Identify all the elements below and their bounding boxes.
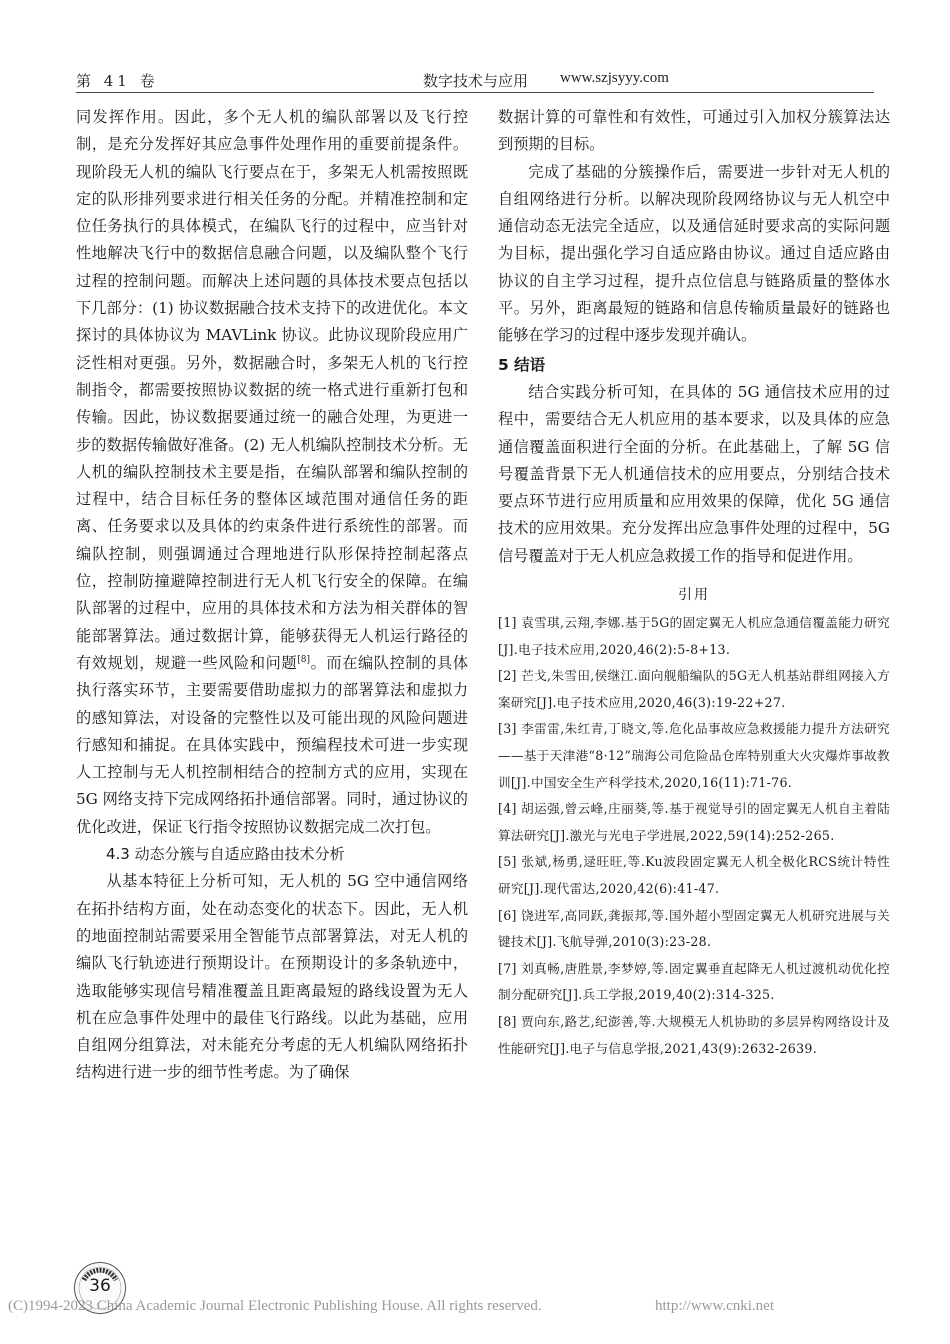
reference-item: [6] 饶进军,高同跃,龚振邦,等.国外超小型固定翼无人机研究进展与关键技术[J].飞航导弹,2010(3):23-28.: [498, 907, 890, 950]
reference-item: [3] 李雷雷,朱红青,丁晓文,等.危化品事故应急救援能力提升方法研究——基于天津港“8·12”瑞海公司危险品仓库特别重大火灾爆炸事故教训[J].中国安全生产科学技术,2020,16(11):71-76.: [498, 721, 890, 790]
right-paragraph-0: 数据计算的可靠性和有效性，可通过引入加权分簇算法达到预期的目标。: [498, 108, 890, 154]
right-column: [498, 104, 890, 1062]
reference-item: [7] 刘真畅,唐胜景,李梦婷,等.固定翼垂直起降无人机过渡机动优化控制分配研究[J].兵工学报,2019,40(2):314-325.: [498, 960, 890, 1003]
header-rule: [76, 92, 874, 93]
conclusion-paragraph: 结合实践分析可知，在具体的 5G 通信技术应用的过程中，需要结合无人机应用的基本要求，以及具体的应急通信覆盖面积进行全面的分析。在此基础上，了解 5G 信号覆盖背景下无人机通信技术的应用要点，分别结合技术要点环节进行应用质量和应用效果的保障，优化 5G 通信技术的应用效果。充分发挥出应急事件处理的过程中，5G 信号覆盖对于无人机应急救援工作的指导和促进作用。: [498, 382, 890, 565]
cnki-link[interactable]: http://www.cnki.net: [655, 1298, 775, 1314]
left-paragraph-2: 从基本特征上分析可知，无人机的 5G 空中通信网络在拓扑结构方面，处在动态变化的状态下。因此，无人机的地面控制站需要采用全智能节点部署算法，对无人机的编队飞行轨迹进行预期设计。在预期设计的多条轨迹中，选取能够实现信号精准覆盖且距离最短的路线设置为无人机在应急事件处理中的最佳飞行路线。以此为基础，应用自组网分组算法，对未能充分考虑的无人机编队网络拓扑结构进行进一步的细节性考虑。为了确保: [76, 872, 468, 1082]
citation-8[interactable]: [8]: [297, 654, 310, 665]
section-heading-5: 5 结语: [498, 355, 546, 374]
page-number: 36: [89, 1276, 111, 1296]
reference-item: [2] 芒戈,朱雪田,侯继江.面向舰船编队的5G无人机基站群组网接入方案研究[J].电子技术应用,2020,46(3):19-22+27.: [498, 668, 890, 710]
reference-item: [5] 张斌,杨勇,逯旺旺,等.Ku波段固定翼无人机全极化RCS统计特性研究[J].现代雷达,2020,42(6):41-47.: [498, 854, 890, 896]
right-paragraph-1: 完成了基础的分簇操作后，需要进一步针对无人机的自组网络进行分析。以解决现阶段网络协议与无人机空中通信动态无法完全适应，以及通信延时要求高的实际问题为目标，提出强化学习自适应路由协议。通过自适应路由协议的自主学习过程，提升点位信息与链路质量的整体水平。另外，距离最短的链路和信息传输质量最好的链路也能够在学习的过程中逐步发现并确认。: [498, 162, 890, 345]
journal-url[interactable]: www.szjsyyy.com: [560, 70, 669, 86]
running-header: [76, 66, 874, 90]
journal-title: 数字技术与应用: [423, 72, 529, 90]
section-heading-4-3: 4.3 动态分簇与自适应路由技术分析: [106, 845, 345, 864]
copyright-text: (C)1994-2023 China Academic Journal Electronic Publishing House. All rights reserved.: [8, 1298, 542, 1314]
volume-label: 第 41 卷: [76, 72, 159, 90]
reference-item: [1] 袁雪琪,云翔,李娜.基于5G的固定翼无人机应急通信覆盖能力研究[J].电子技术应用,2020,46(2):5-8+13.: [498, 615, 890, 657]
left-paragraph-1-text: 同发挥作用。因此，多个无人机的编队部署以及飞行控制，是充分发挥好其应急事件处理作用的重要前提条件。现阶段无人机的编队飞行要点在于，多架无人机需按照既定的队形排列要求进行相关任务的分配。并精准控制和定位任务执行的具体模式，在编队飞行的过程中，应当针对性地解决飞行中的数据信息融合问题，以及编队整个飞行过程的控制问题。而解决上述问题的具体技术要点包括以下几部分：(1) 协议数据融合技术支持下的改进优化。本文探讨的具体协议为 MAVLink 协议。此协议现阶段应用广泛性相对更强。另外，数据融合时，多架无人机的飞行控制指令，都需要按照协议数据的统一格式进行重新打包和传输。因此，协议数据要通过统一的融合处理，为更进一步的数据传输做好准备。(2) 无人机编队控制技术分析。无人机的编队控制技术主要是指，在编队部署和编队控制的过程中，结合目标任务的整体区域范围对通信任务的距离、任务要求以及具体的约束条件进行系统性的部署。而编队控制，则强调通过合理地进行队形保持控制起落点位，控制防撞避障控制进行无人机飞行安全的保障。在编队部署的过程中，应用的具体技术和方法为相关群体的智能部署算法。通过数据计算，能够获得无人机运行路径的有效规划，规避一些风险和问题: [76, 108, 468, 672]
references-heading: 引用: [678, 587, 710, 604]
reference-item: [8] 贾向东,路艺,纪澎善,等.大规模无人机协助的多层异构网络设计及性能研究[J].电子与信息学报,2021,43(9):2632-2639.: [498, 1013, 890, 1056]
left-paragraph-1-tail: 。而在编队控制的具体执行落实环节，主要需要借助虚拟力的部署算法和虚拟力的感知算法，对设备的完整性以及可能出现的风险问题进行感知和捕捉。在具体实践中，预编程技术可进一步实现人工控制与无人机控制相结合的控制方式的应用，实现在 5G 网络支持下完成网络拓扑通信部署。同时，通过协议的优化改进，保证飞行指令按照协议数据完成二次打包。: [76, 653, 469, 836]
left-paragraph-1: [76, 104, 468, 841]
reference-item: [4] 胡运强,曾云峰,庄丽葵,等.基于视觉导引的固定翼无人机自主着陆算法研究[J].激光与光电子学进展,2022,59(14):252-265.: [498, 801, 890, 843]
left-column: [76, 104, 468, 1087]
